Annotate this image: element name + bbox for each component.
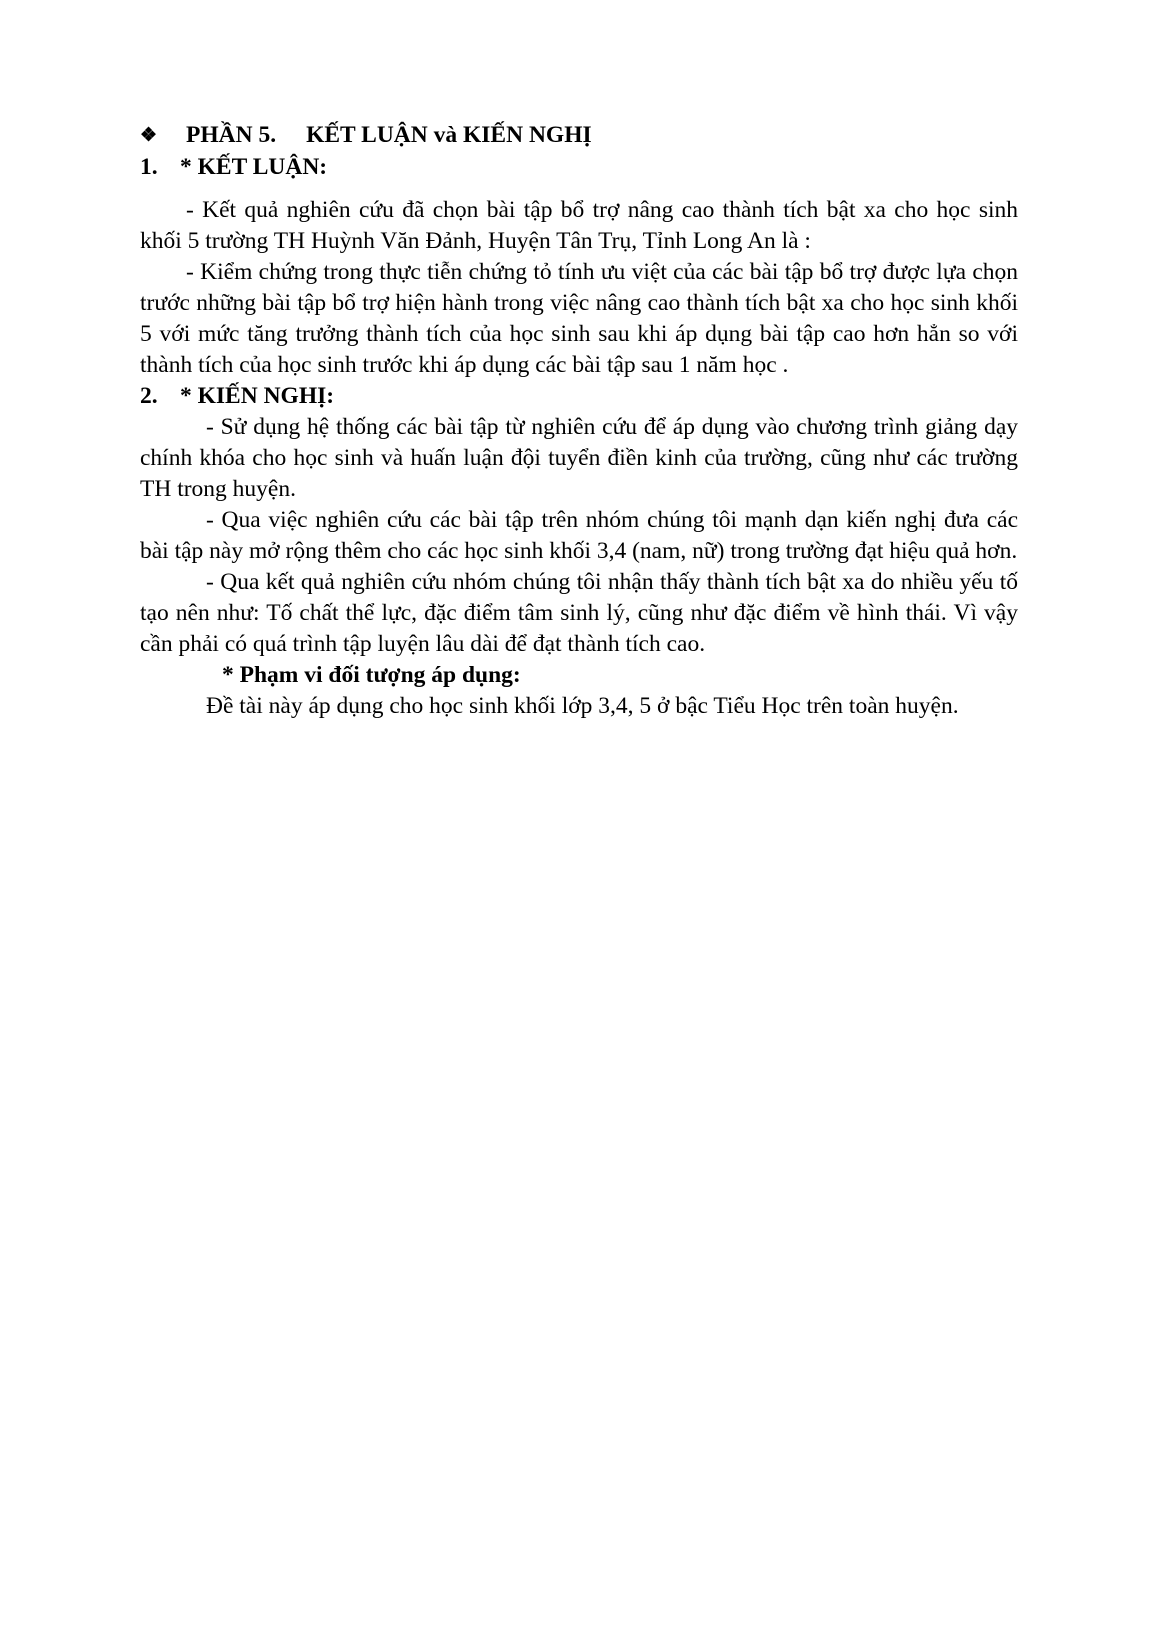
conclusion-heading [140,152,1018,183]
recommendation-heading-text: * KIẾN NGHỊ: [180,383,335,409]
section-title [140,120,1018,152]
diamond-bullet-icon: ❖ [140,125,158,146]
section-title-text: KẾT LUẬN và KIẾN NGHỊ [306,122,592,148]
conclusion-paragraph-1: - Kết quả nghiên cứu đã chọn bài tập bổ trợ nâng cao thành tích bật xa cho học sinh khối 5 trường TH Huỳnh Văn Đảnh, Huyện Tân Trụ, Tỉnh Long An là : [140,197,1018,254]
recommendation-paragraph-2: - Qua việc nghiên cứu các bài tập trên nhóm chúng tôi mạnh dạn kiến nghị đưa các bài tập này mở rộng thêm cho các học sinh khối 3,4 (nam, nữ) trong trường đạt hiệu quả hơn. [140,507,1018,564]
scope-text: Đề tài này áp dụng cho học sinh khối lớp 3,4, 5 ở bậc Tiểu Học trên toàn huyện. [206,693,959,719]
conclusion-number: 1. [140,154,158,180]
recommendation-number: 2. [140,383,158,409]
recommendation-paragraph-1: - Sử dụng hệ thống các bài tập từ nghiên cứu để áp dụng vào chương trình giảng dạy chính khóa cho học sinh và huấn luận đội tuyển điền kinh của trường, cũng như các trường TH trong huyện. [140,414,1018,502]
conclusion-paragraph-2: - Kiểm chứng trong thực tiễn chứng tỏ tính ưu việt của các bài tập bổ trợ được lựa chọn trước những bài tập bổ trợ hiện hành trong việc nâng cao thành tích bật xa cho học sinh khối 5 với mức tăng trưởng thành tích của học sinh sau khi áp dụng bài tập cao hơn hẳn so với thành tích của học sinh trước khi áp dụng các bài tập sau 1 năm học . [140,259,1018,378]
recommendation-paragraph-3: - Qua kết quả nghiên cứu nhóm chúng tôi nhận thấy thành tích bật xa do nhiều yếu tố tạo nên như: Tố chất thể lực, đặc điểm tâm sinh lý, cũng như đặc điểm về hình thái. Vì vậy cần phải có quá trình tập luyện lâu dài để đạt thành tích cao. [140,569,1018,657]
section-part-label: PHẦN 5. [186,122,277,148]
recommendation-heading [140,381,1018,412]
document-page [140,120,1018,722]
conclusion-heading-text: * KẾT LUẬN: [180,154,328,180]
scope-heading: * Phạm vi đối tượng áp dụng: [222,662,521,688]
